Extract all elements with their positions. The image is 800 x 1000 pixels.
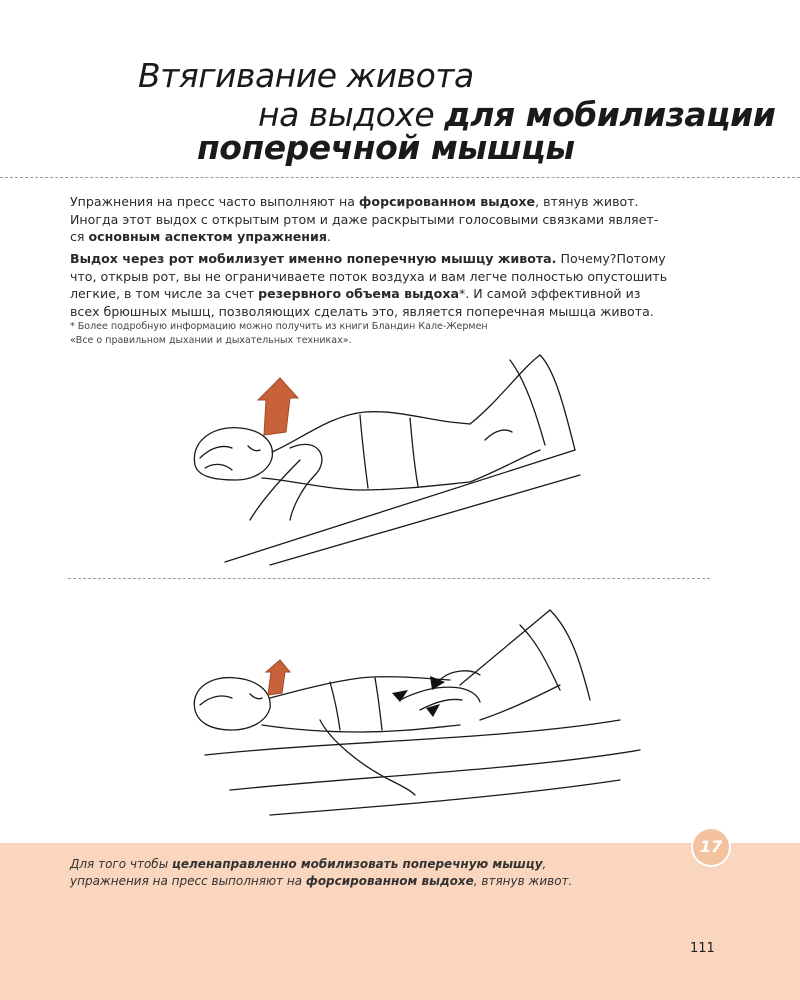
contraction-arrowhead-left-icon <box>392 690 408 702</box>
para1-line-3 <box>70 228 670 246</box>
para1-line-1 <box>70 193 670 211</box>
para2-line-4: всех брюшных мышц, позволяющих сделать это, является поперечная мышца живота. <box>70 303 654 319</box>
para1-l1-c: , втянув живот. <box>535 194 639 209</box>
para1-l1-bold: форсированном выдохе <box>358 194 536 209</box>
para2-line-2: что, открыв рот, вы не ограничиваете поток воздуха и вам легче полностью опустошить <box>70 268 668 284</box>
summary-line-1 <box>70 856 572 873</box>
illustration-lying-hands-on-abdomen <box>0 590 800 830</box>
footnote-line-2: «Все о правильном дыхании и дыхательных техниках». <box>70 335 352 346</box>
exhale-arrow-icon <box>258 378 298 435</box>
para1-l3-bold: основным аспектом упражнения <box>88 229 327 244</box>
para1-l3-a: ся <box>70 229 89 244</box>
para2-line-3 <box>70 285 670 303</box>
para2-l1-b: Почему?Потому <box>556 251 666 266</box>
summary-l2-c: , втянув живот. <box>473 874 573 888</box>
para1-l3-c: . <box>326 229 331 244</box>
dotted-divider-middle <box>68 578 710 579</box>
summary-text <box>70 856 572 890</box>
title-line-2-bold: для мобилизации <box>444 95 776 134</box>
exhale-arrow-small-icon <box>266 660 290 695</box>
summary-line-2 <box>70 873 572 890</box>
paragraph-intro <box>70 193 670 246</box>
page-number: 111 <box>690 941 715 956</box>
dotted-divider-top <box>0 177 800 178</box>
summary-l2-bold: форсированном выдохе <box>305 874 474 888</box>
para2-line-1 <box>70 250 670 268</box>
para1-line-2: Иногда этот выдох с открытым ртом и даже раскрытыми голосовыми связками являет- <box>70 211 659 227</box>
summary-l1-bold: целенаправленно мобилизовать поперечную мышцу <box>171 857 543 871</box>
para1-l1-a: Упражнения на пресс часто выполняют на <box>70 194 359 209</box>
title-line-2-regular: на выдохе <box>258 95 445 134</box>
summary-l2-a: упражнения на пресс выполняют на <box>70 874 306 888</box>
summary-l1-a: Для того чтобы <box>70 857 172 871</box>
para2-l1-bold: Выдох через рот мобилизует именно поперечную мышцу живота. <box>70 251 557 266</box>
illustration-lying-knees-bent <box>0 340 800 570</box>
para2-l3-c: *. И самой эффективной из <box>458 286 641 301</box>
footnote-line-1: * Более подробную информацию можно получить из книги Бландин Кале-Жермен <box>70 321 488 332</box>
summary-l1-c: , <box>542 857 547 871</box>
title-line-3: поперечной мышцы <box>197 128 575 167</box>
section-badge: 17 <box>691 827 731 867</box>
paragraph-mouth-exhale <box>70 250 670 320</box>
para2-l3-a: легкие, в том числе за счет <box>70 286 259 301</box>
para2-l3-bold: резервного объема выдоха <box>258 286 459 301</box>
title-line-1: Втягивание живота <box>138 56 474 95</box>
